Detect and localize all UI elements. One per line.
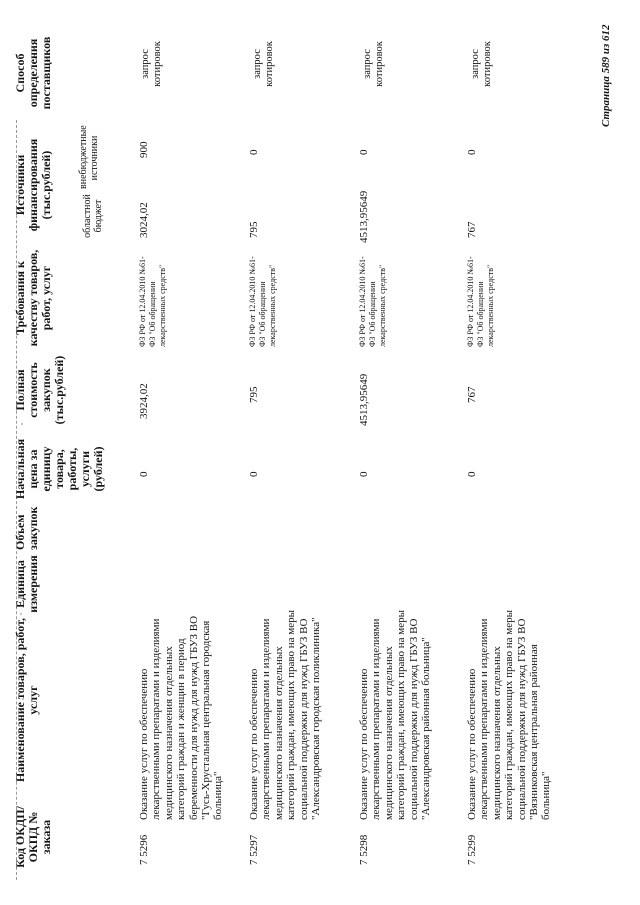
header-source-extrabudget: внебюджетные источники bbox=[78, 125, 100, 189]
row-requirements: ФЗ РФ от 12.04.2010 №61-ФЗ "Об обращении лекарственных средств" bbox=[138, 256, 167, 347]
row-source-extrabudget: 0 bbox=[466, 149, 478, 155]
row-method: запрос котировок bbox=[362, 41, 385, 87]
row-code: 7 5299 bbox=[466, 834, 478, 865]
row-method: запрос котировок bbox=[252, 41, 275, 87]
row-initial-price: 0 bbox=[248, 471, 260, 477]
row-initial-price: 0 bbox=[358, 471, 370, 477]
row-name: Оказание услуг по обеспечению лекарственными препаратами и изделиями медицинского назначения отдельных категорий граждан и женщин в период беременности для нужд для нужд ГБУЗ ВО "Гусь-Хрустальная центральная городская больница" bbox=[138, 615, 225, 820]
row-total-cost: 795 bbox=[248, 386, 260, 403]
header-code: Код ОКДП/ ОКПД № заказа bbox=[13, 806, 53, 868]
row-initial-price: 0 bbox=[138, 471, 150, 477]
header-name: Наименование товаров, работ, услуг bbox=[13, 617, 40, 783]
row-source-regional: 795 bbox=[248, 221, 260, 238]
row-requirements: ФЗ РФ от 12.04.2010 №61-ФЗ "Об обращении лекарственных средств" bbox=[466, 256, 495, 347]
row-source-regional: 767 bbox=[466, 221, 478, 238]
row-method: запрос котировок bbox=[140, 41, 163, 87]
row-total-cost: 3924,02 bbox=[138, 383, 150, 419]
row-code: 7 5298 bbox=[358, 834, 370, 865]
header-sources: Источники финансирования (тыс.рублей) bbox=[13, 138, 53, 232]
header-method: Способ определения поставщиков bbox=[13, 36, 53, 110]
page-number: Страница 589 из 612 bbox=[600, 24, 612, 127]
row-initial-price: 0 bbox=[466, 471, 478, 477]
header-initial-price: Начальная цена за единицу товара, работы, услуги (рублей) bbox=[13, 438, 105, 500]
header-requirements: Требования к качеству товаров, работ, услуг bbox=[13, 249, 53, 347]
header-unit: Единица измерения bbox=[13, 555, 40, 613]
row-code: 7 5297 bbox=[248, 834, 260, 865]
row-total-cost: 4513,95649 bbox=[358, 373, 370, 426]
row-code: 7 5296 bbox=[138, 834, 150, 865]
row-name: Оказание услуг по обеспечению лекарственными препаратами и изделиями медицинского назначения отдельных категорий граждан, имеющих право на меры социальной поддержки для нужд ГБУЗ ВО "Вязниковская центральная районная больница" bbox=[466, 609, 553, 820]
row-requirements: ФЗ РФ от 12.04.2010 №61-ФЗ "Об обращении лекарственных средств" bbox=[248, 256, 277, 347]
row-name: Оказание услуг по обеспечению лекарственными препаратами и изделиями медицинского назначения отдельных категорий граждан, имеющих право на меры социальной поддержки для нужд ГБУЗ ВО "Александровская городская поликлиника" bbox=[248, 609, 323, 820]
row-source-extrabudget: 900 bbox=[138, 141, 150, 158]
header-volume: Объем закупок bbox=[13, 506, 40, 550]
row-requirements: ФЗ РФ от 12.04.2010 №61-ФЗ "Об обращении лекарственных средств" bbox=[358, 256, 387, 347]
row-method: запрос котировок bbox=[470, 41, 493, 87]
header-total-cost: Полная стоимость закупок (тыс.рублей) bbox=[13, 355, 66, 425]
row-source-regional: 3024,02 bbox=[138, 202, 150, 238]
row-source-regional: 4513,95649 bbox=[358, 190, 370, 243]
row-name: Оказание услуг по обеспечению лекарственными препаратами и изделиями медицинского назначения отдельных категорий граждан, имеющих право на меры социальной поддержки для нужд ГБУЗ ВО "Александровская районная больница" bbox=[358, 609, 433, 820]
header-source-regional: областной бюджет bbox=[82, 194, 104, 238]
row-source-extrabudget: 0 bbox=[358, 149, 370, 155]
row-total-cost: 767 bbox=[466, 386, 478, 403]
row-source-extrabudget: 0 bbox=[248, 149, 260, 155]
